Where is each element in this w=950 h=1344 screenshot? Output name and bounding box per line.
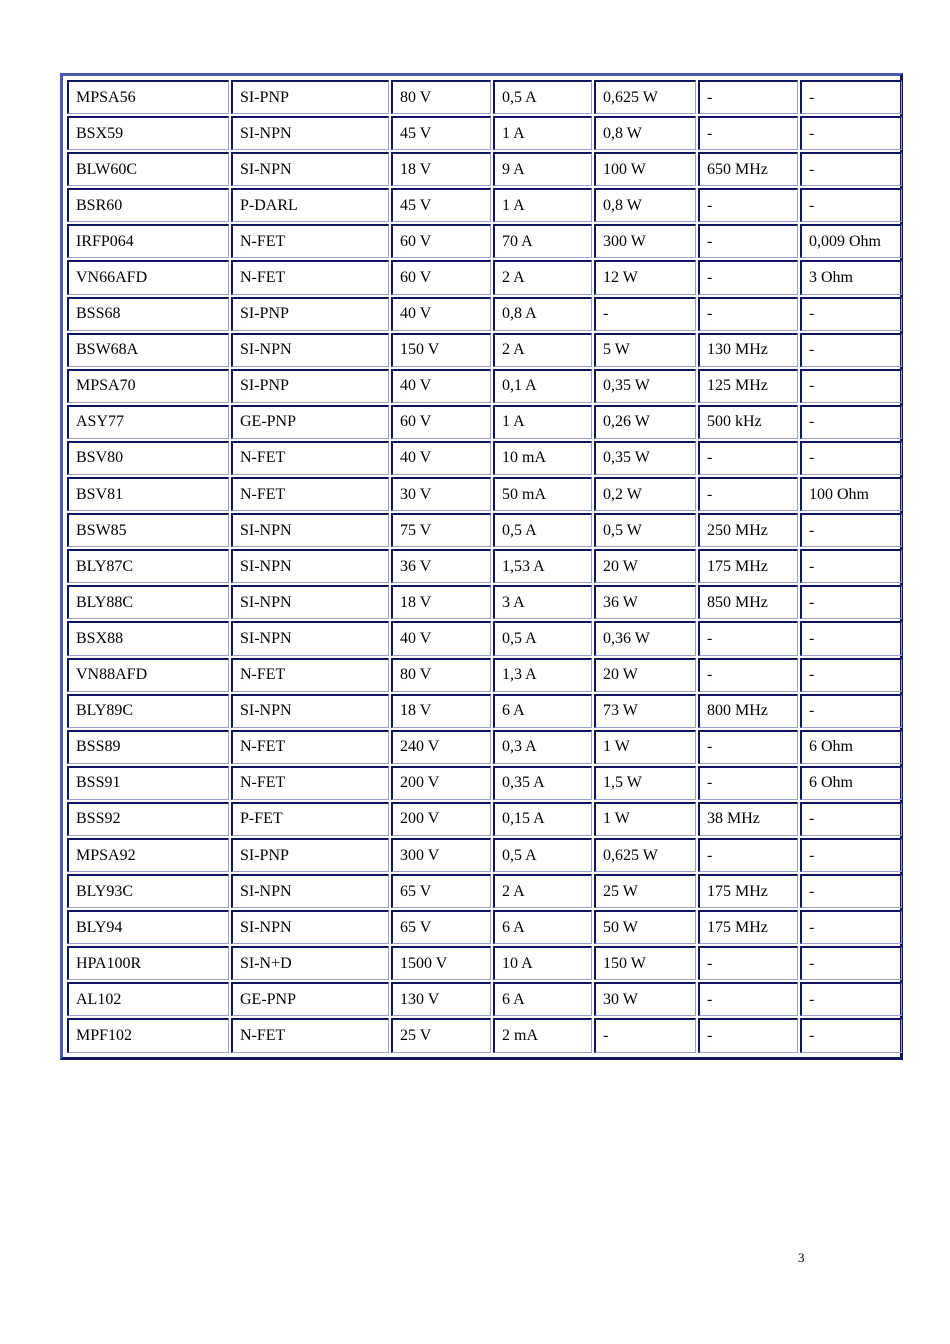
resistance-cell: - (800, 369, 902, 403)
voltage-cell: 36 V (391, 549, 491, 583)
type-cell: SI-NPN (231, 694, 389, 728)
type-cell: N-FET (231, 441, 389, 475)
type-cell: SI-PNP (231, 369, 389, 403)
voltage-cell: 40 V (391, 441, 491, 475)
part-number-cell: MPF102 (67, 1018, 229, 1052)
frequency-cell: 175 MHz (698, 910, 798, 944)
type-cell: N-FET (231, 1018, 389, 1052)
table-row (67, 152, 902, 186)
type-cell: N-FET (231, 658, 389, 692)
power-cell: 5 W (594, 333, 696, 367)
voltage-cell: 150 V (391, 333, 491, 367)
current-cell: 2 A (493, 333, 592, 367)
type-cell: SI-NPN (231, 549, 389, 583)
type-cell: SI-NPN (231, 513, 389, 547)
type-cell: SI-PNP (231, 297, 389, 331)
table-row (67, 982, 902, 1016)
type-cell: SI-NPN (231, 333, 389, 367)
type-cell: N-FET (231, 730, 389, 764)
part-number-cell: HPA100R (67, 946, 229, 980)
voltage-cell: 75 V (391, 513, 491, 547)
frequency-cell: - (698, 260, 798, 294)
part-number-cell: BSS91 (67, 766, 229, 800)
power-cell: 12 W (594, 260, 696, 294)
power-cell: 1,5 W (594, 766, 696, 800)
frequency-cell: - (698, 766, 798, 800)
voltage-cell: 30 V (391, 477, 491, 511)
frequency-cell: 800 MHz (698, 694, 798, 728)
resistance-cell: - (800, 188, 902, 222)
type-cell: N-FET (231, 224, 389, 258)
part-number-cell: MPSA56 (67, 80, 229, 114)
power-cell: 0,26 W (594, 405, 696, 439)
power-cell: 0,8 W (594, 188, 696, 222)
voltage-cell: 40 V (391, 369, 491, 403)
type-cell: P-FET (231, 802, 389, 836)
part-number-cell: BLY87C (67, 549, 229, 583)
part-number-cell: BLY94 (67, 910, 229, 944)
frequency-cell: - (698, 946, 798, 980)
voltage-cell: 65 V (391, 910, 491, 944)
part-number-cell: BSR60 (67, 188, 229, 222)
frequency-cell: 850 MHz (698, 585, 798, 619)
current-cell: 0,3 A (493, 730, 592, 764)
table-row (67, 838, 902, 872)
frequency-cell: 175 MHz (698, 549, 798, 583)
power-cell: 0,625 W (594, 838, 696, 872)
voltage-cell: 80 V (391, 658, 491, 692)
frequency-cell: - (698, 80, 798, 114)
type-cell: P-DARL (231, 188, 389, 222)
resistance-cell: - (800, 441, 902, 475)
table-row (67, 188, 902, 222)
table-row (67, 477, 902, 511)
power-cell: 0,35 W (594, 441, 696, 475)
voltage-cell: 200 V (391, 766, 491, 800)
voltage-cell: 40 V (391, 297, 491, 331)
current-cell: 70 A (493, 224, 592, 258)
current-cell: 0,15 A (493, 802, 592, 836)
power-cell: 1 W (594, 802, 696, 836)
power-cell: 20 W (594, 658, 696, 692)
current-cell: 1 A (493, 116, 592, 150)
voltage-cell: 60 V (391, 260, 491, 294)
part-number-cell: ASY77 (67, 405, 229, 439)
current-cell: 1,53 A (493, 549, 592, 583)
resistance-cell: - (800, 694, 902, 728)
part-number-cell: BLY89C (67, 694, 229, 728)
voltage-cell: 18 V (391, 694, 491, 728)
power-cell: 100 W (594, 152, 696, 186)
page-number: 3 (798, 1250, 805, 1265)
table-row (67, 116, 902, 150)
frequency-cell: - (698, 1018, 798, 1052)
voltage-cell: 1500 V (391, 946, 491, 980)
frequency-cell: - (698, 224, 798, 258)
power-cell: 30 W (594, 982, 696, 1016)
power-cell: - (594, 1018, 696, 1052)
resistance-cell: - (800, 658, 902, 692)
power-cell: 0,35 W (594, 369, 696, 403)
part-number-cell: BLY88C (67, 585, 229, 619)
part-number-cell: BSS68 (67, 297, 229, 331)
voltage-cell: 130 V (391, 982, 491, 1016)
component-table-frame (60, 73, 903, 1060)
part-number-cell: MPSA70 (67, 369, 229, 403)
table-row (67, 910, 902, 944)
part-number-cell: VN88AFD (67, 658, 229, 692)
voltage-cell: 65 V (391, 874, 491, 908)
power-cell: - (594, 297, 696, 331)
current-cell: 1 A (493, 405, 592, 439)
current-cell: 9 A (493, 152, 592, 186)
resistance-cell: 3 Ohm (800, 260, 902, 294)
power-cell: 1 W (594, 730, 696, 764)
resistance-cell: - (800, 333, 902, 367)
resistance-cell: - (800, 585, 902, 619)
type-cell: SI-NPN (231, 585, 389, 619)
type-cell: GE-PNP (231, 982, 389, 1016)
current-cell: 2 mA (493, 1018, 592, 1052)
part-number-cell: BSX59 (67, 116, 229, 150)
table-row (67, 694, 902, 728)
resistance-cell: - (800, 802, 902, 836)
current-cell: 2 A (493, 874, 592, 908)
table-row (67, 585, 902, 619)
frequency-cell: - (698, 838, 798, 872)
type-cell: SI-NPN (231, 621, 389, 655)
type-cell: N-FET (231, 766, 389, 800)
power-cell: 25 W (594, 874, 696, 908)
resistance-cell: - (800, 946, 902, 980)
resistance-cell: 6 Ohm (800, 730, 902, 764)
table-row (67, 946, 902, 980)
current-cell: 6 A (493, 694, 592, 728)
part-number-cell: BSW68A (67, 333, 229, 367)
current-cell: 3 A (493, 585, 592, 619)
resistance-cell: - (800, 80, 902, 114)
frequency-cell: 130 MHz (698, 333, 798, 367)
resistance-cell: - (800, 405, 902, 439)
voltage-cell: 18 V (391, 152, 491, 186)
voltage-cell: 300 V (391, 838, 491, 872)
current-cell: 0,35 A (493, 766, 592, 800)
power-cell: 50 W (594, 910, 696, 944)
resistance-cell: - (800, 116, 902, 150)
power-cell: 150 W (594, 946, 696, 980)
table-row (67, 621, 902, 655)
table-row (67, 730, 902, 764)
resistance-cell: - (800, 513, 902, 547)
table-row (67, 333, 902, 367)
voltage-cell: 45 V (391, 188, 491, 222)
type-cell: SI-NPN (231, 910, 389, 944)
table-row (67, 766, 902, 800)
part-number-cell: BSX88 (67, 621, 229, 655)
current-cell: 0,5 A (493, 80, 592, 114)
frequency-cell: 250 MHz (698, 513, 798, 547)
frequency-cell: 650 MHz (698, 152, 798, 186)
type-cell: SI-NPN (231, 116, 389, 150)
current-cell: 50 mA (493, 477, 592, 511)
current-cell: 0,5 A (493, 838, 592, 872)
current-cell: 0,8 A (493, 297, 592, 331)
table-row (67, 802, 902, 836)
power-cell: 300 W (594, 224, 696, 258)
table-row (67, 260, 902, 294)
resistance-cell: - (800, 1018, 902, 1052)
table-row (67, 441, 902, 475)
frequency-cell: - (698, 297, 798, 331)
power-cell: 0,36 W (594, 621, 696, 655)
part-number-cell: BSS89 (67, 730, 229, 764)
power-cell: 0,8 W (594, 116, 696, 150)
voltage-cell: 45 V (391, 116, 491, 150)
frequency-cell: - (698, 188, 798, 222)
table-row (67, 1018, 902, 1052)
power-cell: 73 W (594, 694, 696, 728)
part-number-cell: BSV81 (67, 477, 229, 511)
resistance-cell: - (800, 982, 902, 1016)
table-row (67, 874, 902, 908)
part-number-cell: BSS92 (67, 802, 229, 836)
resistance-cell: - (800, 874, 902, 908)
voltage-cell: 18 V (391, 585, 491, 619)
part-number-cell: BSV80 (67, 441, 229, 475)
frequency-cell: 500 kHz (698, 405, 798, 439)
voltage-cell: 60 V (391, 405, 491, 439)
table-row (67, 549, 902, 583)
type-cell: N-FET (231, 477, 389, 511)
resistance-cell: - (800, 910, 902, 944)
frequency-cell: - (698, 441, 798, 475)
type-cell: SI-N+D (231, 946, 389, 980)
resistance-cell: - (800, 549, 902, 583)
part-number-cell: BLY93C (67, 874, 229, 908)
part-number-cell: VN66AFD (67, 260, 229, 294)
part-number-cell: BLW60C (67, 152, 229, 186)
type-cell: SI-NPN (231, 874, 389, 908)
resistance-cell: 6 Ohm (800, 766, 902, 800)
frequency-cell: - (698, 116, 798, 150)
current-cell: 1 A (493, 188, 592, 222)
current-cell: 0,1 A (493, 369, 592, 403)
frequency-cell: - (698, 730, 798, 764)
frequency-cell: 38 MHz (698, 802, 798, 836)
power-cell: 20 W (594, 549, 696, 583)
table-row (67, 658, 902, 692)
frequency-cell: - (698, 621, 798, 655)
frequency-cell: - (698, 658, 798, 692)
frequency-cell: - (698, 982, 798, 1016)
current-cell: 10 mA (493, 441, 592, 475)
voltage-cell: 240 V (391, 730, 491, 764)
power-cell: 36 W (594, 585, 696, 619)
part-number-cell: AL102 (67, 982, 229, 1016)
resistance-cell: - (800, 838, 902, 872)
power-cell: 0,2 W (594, 477, 696, 511)
type-cell: SI-PNP (231, 838, 389, 872)
voltage-cell: 40 V (391, 621, 491, 655)
frequency-cell: 175 MHz (698, 874, 798, 908)
table-row (67, 405, 902, 439)
type-cell: SI-PNP (231, 80, 389, 114)
part-number-cell: MPSA92 (67, 838, 229, 872)
current-cell: 1,3 A (493, 658, 592, 692)
resistance-cell: - (800, 621, 902, 655)
table-row (67, 80, 902, 114)
table-row (67, 224, 902, 258)
table-row (67, 297, 902, 331)
current-cell: 2 A (493, 260, 592, 294)
current-cell: 6 A (493, 910, 592, 944)
type-cell: GE-PNP (231, 405, 389, 439)
power-cell: 0,5 W (594, 513, 696, 547)
resistance-cell: - (800, 152, 902, 186)
voltage-cell: 60 V (391, 224, 491, 258)
current-cell: 0,5 A (493, 513, 592, 547)
table-body (67, 80, 902, 1053)
voltage-cell: 200 V (391, 802, 491, 836)
power-cell: 0,625 W (594, 80, 696, 114)
component-table (65, 78, 904, 1055)
table-row (67, 369, 902, 403)
frequency-cell: - (698, 477, 798, 511)
voltage-cell: 25 V (391, 1018, 491, 1052)
type-cell: SI-NPN (231, 152, 389, 186)
resistance-cell: 0,009 Ohm (800, 224, 902, 258)
part-number-cell: IRFP064 (67, 224, 229, 258)
table-row (67, 513, 902, 547)
type-cell: N-FET (231, 260, 389, 294)
resistance-cell: 100 Ohm (800, 477, 902, 511)
resistance-cell: - (800, 297, 902, 331)
voltage-cell: 80 V (391, 80, 491, 114)
current-cell: 0,5 A (493, 621, 592, 655)
part-number-cell: BSW85 (67, 513, 229, 547)
current-cell: 10 A (493, 946, 592, 980)
current-cell: 6 A (493, 982, 592, 1016)
frequency-cell: 125 MHz (698, 369, 798, 403)
